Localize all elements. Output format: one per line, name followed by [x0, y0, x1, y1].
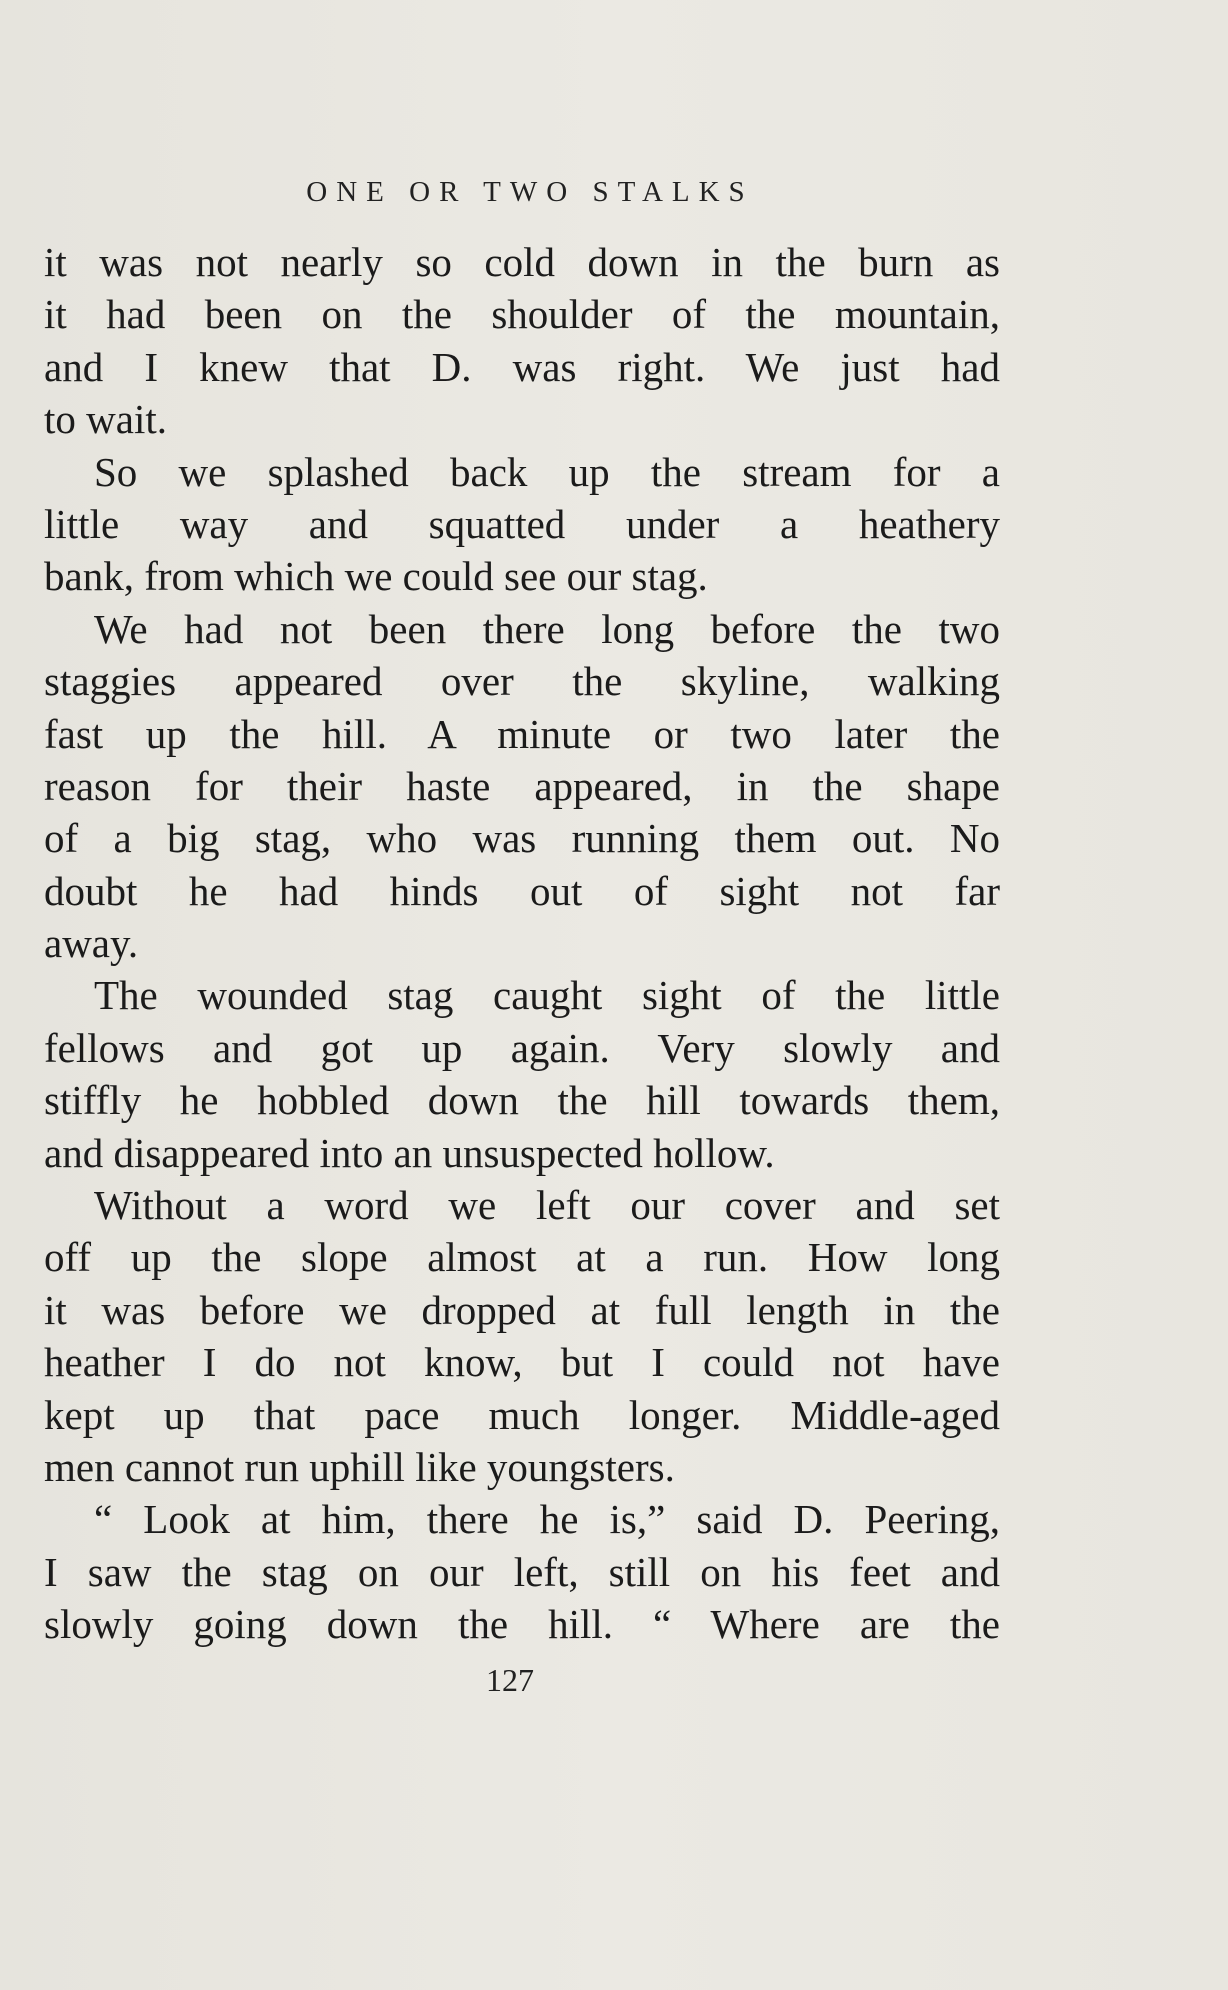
body-text — [44, 236, 1000, 1651]
text-line: and disappeared into an unsuspected hollow. — [44, 1129, 775, 1176]
text-line: The wounded stag caught sight of the little — [94, 972, 1000, 1019]
text-line: it had been on the shoulder of the mountain, — [44, 291, 1000, 338]
text-line: men cannot run uphill like youngsters. — [44, 1443, 675, 1490]
text-line: “ Look at him, there he is,” said D. Peering, — [94, 1496, 1000, 1543]
page-number: 127 — [486, 1662, 534, 1698]
text-line: little way and squatted under a heathery — [44, 500, 1000, 547]
text-line: We had not been there long before the two — [94, 605, 1000, 652]
text-line: bank, from which we could see our stag. — [44, 553, 708, 600]
text-line: So we splashed back up the stream for a — [94, 448, 1000, 495]
text-line: of a big stag, who was running them out. No — [44, 815, 1000, 862]
text-line: and I knew that D. was right. We just had — [44, 343, 1000, 390]
text-line: reason for their haste appeared, in the shape — [44, 762, 1000, 809]
text-line: fellows and got up again. Very slowly and — [44, 1024, 1000, 1071]
running-head: ONE OR TWO STALKS — [306, 176, 754, 208]
text-line: away. — [44, 920, 139, 967]
text-line: slowly going down the hill. “ Where are the — [44, 1601, 1000, 1648]
text-line: stiffly he hobbled down the hill towards them, — [44, 1077, 1000, 1124]
text-line: heather I do not know, but I could not have — [44, 1339, 1000, 1386]
text-line: kept up that pace much longer. Middle-aged — [44, 1391, 1000, 1438]
text-line: Without a word we left our cover and set — [94, 1182, 1000, 1229]
text-line: off up the slope almost at a run. How long — [44, 1234, 1000, 1281]
text-line: fast up the hill. A minute or two later the — [44, 710, 1000, 757]
text-line: it was before we dropped at full length in the — [44, 1286, 1000, 1333]
text-line: staggies appeared over the skyline, walking — [44, 658, 1000, 705]
text-line: it was not nearly so cold down in the burn as — [44, 239, 1000, 285]
text-line: to wait. — [44, 396, 167, 443]
text-line: I saw the stag on our left, still on his feet and — [44, 1548, 1000, 1595]
text-line: doubt he had hinds out of sight not far — [44, 867, 1000, 914]
